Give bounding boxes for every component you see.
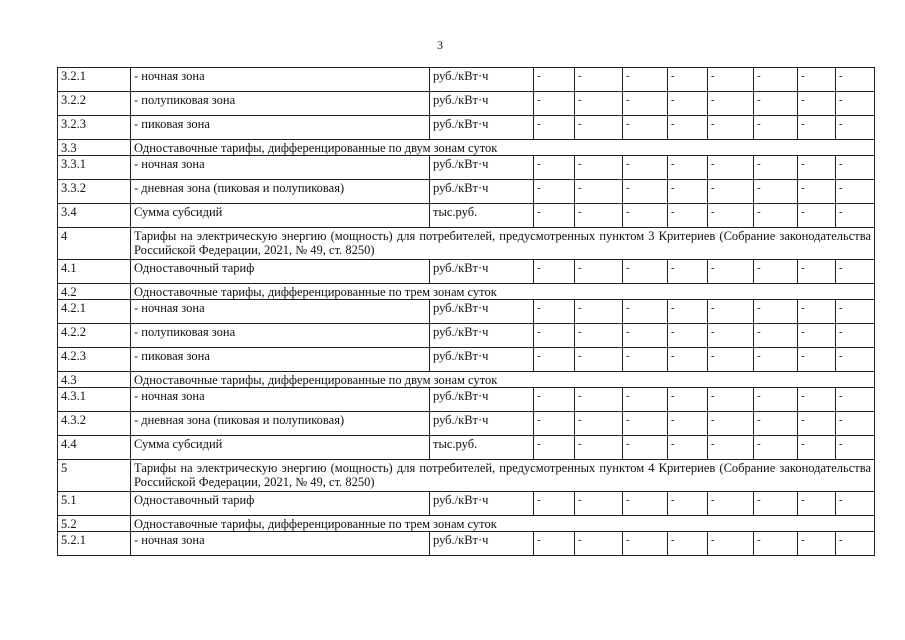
value-cell: - [623,204,668,228]
row-number: 5.2 [58,516,131,532]
value-cell: - [668,68,708,92]
value-cell: - [836,436,875,460]
value-cell: - [708,92,754,116]
value-cell: - [754,492,798,516]
value-cell: - [836,92,875,116]
row-number: 4.3.1 [58,388,131,412]
row-name: Сумма субсидий [131,436,430,460]
value-cell: - [534,92,575,116]
value-cell: - [575,412,623,436]
value-cell: - [534,156,575,180]
row-number: 3.3.1 [58,156,131,180]
table-row [58,436,875,460]
value-cell: - [534,204,575,228]
value-cell: - [708,68,754,92]
value-cell: - [623,180,668,204]
row-name: Одноставочный тариф [131,492,430,516]
row-unit: руб./кВт·ч [430,180,534,204]
value-cell: - [798,204,836,228]
value-cell: - [836,388,875,412]
table-row [58,492,875,516]
value-cell: - [668,412,708,436]
table-row [58,156,875,180]
table-row [58,300,875,324]
section-row [58,284,875,300]
value-cell: - [623,492,668,516]
value-cell: - [668,388,708,412]
value-cell: - [798,116,836,140]
section-row [58,372,875,388]
row-unit: руб./кВт·ч [430,324,534,348]
value-cell: - [754,348,798,372]
value-cell: - [798,260,836,284]
value-cell: - [623,156,668,180]
table-row [58,180,875,204]
value-cell: - [708,204,754,228]
value-cell: - [534,324,575,348]
value-cell: - [798,156,836,180]
value-cell: - [623,260,668,284]
tariff-table [57,67,875,556]
row-unit: руб./кВт·ч [430,388,534,412]
value-cell: - [836,68,875,92]
row-unit: руб./кВт·ч [430,68,534,92]
value-cell: - [836,156,875,180]
value-cell: - [668,156,708,180]
value-cell: - [534,180,575,204]
row-name: - полупиковая зона [131,324,430,348]
value-cell: - [534,388,575,412]
value-cell: - [836,348,875,372]
row-number: 4.1 [58,260,131,284]
value-cell: - [534,492,575,516]
section-title: Одноставочные тарифы, дифференцированные по двум зонам суток [131,372,875,388]
row-number: 4.4 [58,436,131,460]
value-cell: - [708,180,754,204]
value-cell: - [575,348,623,372]
value-cell: - [754,300,798,324]
value-cell: - [623,532,668,556]
table-row [58,260,875,284]
value-cell: - [668,204,708,228]
row-name: - дневная зона (пиковая и полупиковая) [131,180,430,204]
value-cell: - [575,92,623,116]
value-cell: - [575,204,623,228]
row-name: - полупиковая зона [131,92,430,116]
row-unit: руб./кВт·ч [430,260,534,284]
value-cell: - [836,324,875,348]
value-cell: - [575,260,623,284]
row-number: 3.2.2 [58,92,131,116]
row-name: - ночная зона [131,300,430,324]
value-cell: - [575,388,623,412]
value-cell: - [668,324,708,348]
value-cell: - [708,412,754,436]
value-cell: - [798,324,836,348]
value-cell: - [534,412,575,436]
row-name: - ночная зона [131,156,430,180]
value-cell: - [754,180,798,204]
table-row [58,412,875,436]
value-cell: - [668,348,708,372]
value-cell: - [575,532,623,556]
row-unit: тыс.руб. [430,204,534,228]
value-cell: - [534,68,575,92]
value-cell: - [754,324,798,348]
value-cell: - [623,324,668,348]
row-number: 3.4 [58,204,131,228]
value-cell: - [836,532,875,556]
row-name: - ночная зона [131,532,430,556]
value-cell: - [754,260,798,284]
value-cell: - [623,348,668,372]
value-cell: - [708,388,754,412]
value-cell: - [798,68,836,92]
value-cell: - [575,156,623,180]
value-cell: - [623,388,668,412]
table-row [58,324,875,348]
row-name: - дневная зона (пиковая и полупиковая) [131,412,430,436]
value-cell: - [798,180,836,204]
value-cell: - [754,156,798,180]
value-cell: - [534,300,575,324]
value-cell: - [575,180,623,204]
table-row [58,204,875,228]
row-number: 5.2.1 [58,532,131,556]
row-number: 3.3.2 [58,180,131,204]
section-title: Одноставочные тарифы, дифференцированные по двум зонам суток [131,140,875,156]
value-cell: - [668,180,708,204]
row-number: 4.3.2 [58,412,131,436]
value-cell: - [575,492,623,516]
section-title: Одноставочные тарифы, дифференцированные по трем зонам суток [131,516,875,532]
section-title: Одноставочные тарифы, дифференцированные по трем зонам суток [131,284,875,300]
row-number: 3.2.1 [58,68,131,92]
value-cell: - [708,532,754,556]
value-cell: - [575,300,623,324]
value-cell: - [668,260,708,284]
value-cell: - [708,348,754,372]
section-title: Тарифы на электрическую энергию (мощность) для потребителей, предусмотренных пунктом 4 Критериев (Собрание законодательства Российской Федерации, 2021, № 49, ст. 8250) [131,460,875,492]
value-cell: - [708,116,754,140]
value-cell: - [623,116,668,140]
value-cell: - [836,180,875,204]
value-cell: - [534,260,575,284]
row-name: - пиковая зона [131,348,430,372]
value-cell: - [708,156,754,180]
value-cell: - [623,92,668,116]
value-cell: - [668,300,708,324]
row-unit: тыс.руб. [430,436,534,460]
value-cell: - [754,412,798,436]
row-number: 4.2.1 [58,300,131,324]
value-cell: - [754,204,798,228]
row-name: - ночная зона [131,388,430,412]
section-row [58,460,875,492]
value-cell: - [836,412,875,436]
table-row [58,388,875,412]
row-number: 3.3 [58,140,131,156]
table-row [58,116,875,140]
row-unit: руб./кВт·ч [430,116,534,140]
value-cell: - [798,532,836,556]
value-cell: - [754,68,798,92]
section-row [58,516,875,532]
value-cell: - [836,300,875,324]
value-cell: - [575,68,623,92]
value-cell: - [798,92,836,116]
value-cell: - [798,436,836,460]
row-unit: руб./кВт·ч [430,532,534,556]
row-number: 5 [58,460,131,492]
value-cell: - [798,348,836,372]
value-cell: - [708,436,754,460]
value-cell: - [754,92,798,116]
row-number: 5.1 [58,492,131,516]
row-name: Сумма субсидий [131,204,430,228]
row-name: - ночная зона [131,68,430,92]
row-name: Одноставочный тариф [131,260,430,284]
value-cell: - [623,300,668,324]
value-cell: - [836,260,875,284]
value-cell: - [668,492,708,516]
value-cell: - [668,92,708,116]
value-cell: - [798,300,836,324]
value-cell: - [668,436,708,460]
row-unit: руб./кВт·ч [430,412,534,436]
value-cell: - [575,116,623,140]
row-unit: руб./кВт·ч [430,300,534,324]
value-cell: - [575,436,623,460]
value-cell: - [798,492,836,516]
row-unit: руб./кВт·ч [430,348,534,372]
value-cell: - [623,68,668,92]
value-cell: - [708,260,754,284]
value-cell: - [708,492,754,516]
table-row [58,68,875,92]
row-number: 4.3 [58,372,131,388]
value-cell: - [754,388,798,412]
value-cell: - [534,436,575,460]
row-number: 4.2.3 [58,348,131,372]
row-unit: руб./кВт·ч [430,492,534,516]
row-name: - пиковая зона [131,116,430,140]
value-cell: - [708,300,754,324]
row-number: 3.2.3 [58,116,131,140]
row-number: 4.2.2 [58,324,131,348]
value-cell: - [708,324,754,348]
value-cell: - [534,116,575,140]
value-cell: - [623,436,668,460]
value-cell: - [668,116,708,140]
table-row [58,92,875,116]
value-cell: - [534,348,575,372]
value-cell: - [575,324,623,348]
row-unit: руб./кВт·ч [430,92,534,116]
value-cell: - [836,492,875,516]
value-cell: - [623,412,668,436]
value-cell: - [754,532,798,556]
value-cell: - [754,436,798,460]
row-unit: руб./кВт·ч [430,156,534,180]
row-number: 4.2 [58,284,131,300]
value-cell: - [754,116,798,140]
value-cell: - [836,204,875,228]
page-number: 3 [437,38,443,52]
value-cell: - [798,388,836,412]
table-row [58,532,875,556]
value-cell: - [836,116,875,140]
section-row [58,228,875,260]
section-row [58,140,875,156]
value-cell: - [534,532,575,556]
row-number: 4 [58,228,131,260]
section-title: Тарифы на электрическую энергию (мощность) для потребителей, предусмотренных пунктом 3 Критериев (Собрание законодательства Российской Федерации, 2021, № 49, ст. 8250) [131,228,875,260]
table-row [58,348,875,372]
value-cell: - [668,532,708,556]
value-cell: - [798,412,836,436]
